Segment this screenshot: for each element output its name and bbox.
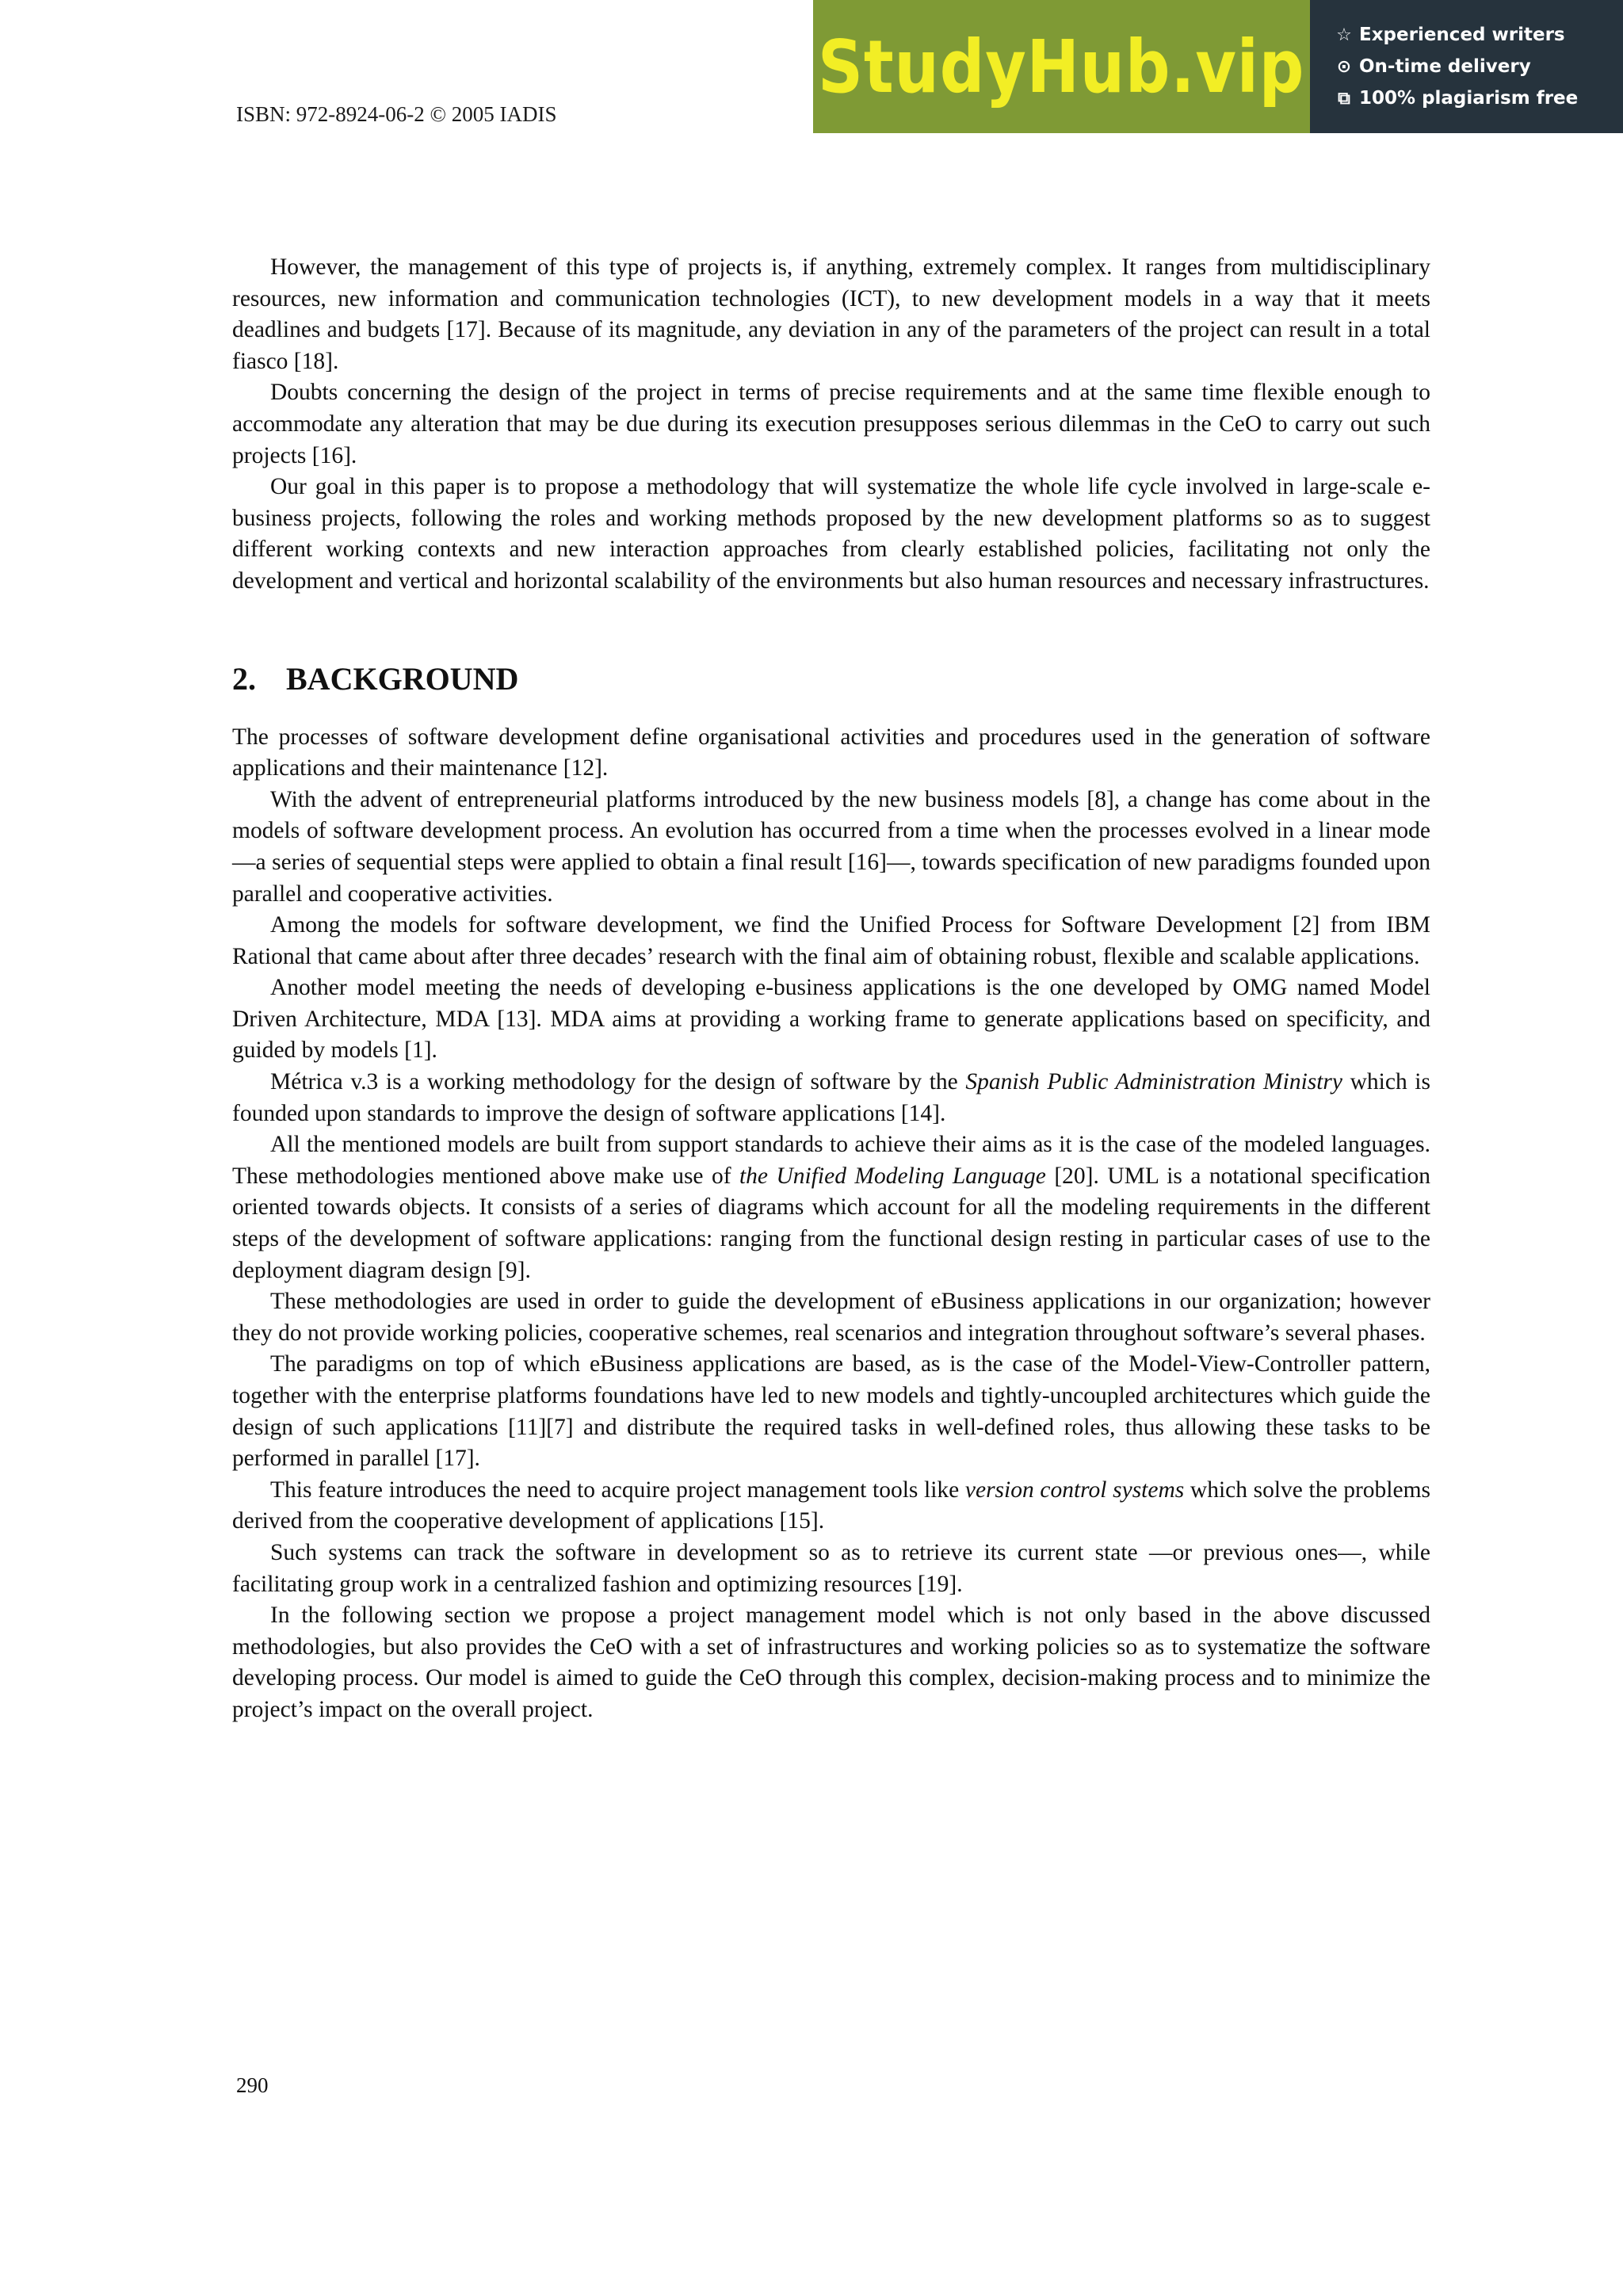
isbn-header: ISBN: 972-8924-06-2 © 2005 IADIS	[236, 102, 557, 126]
text-run: Métrica v.3 is a working methodology for the design of software by the	[270, 1069, 966, 1095]
star-icon: ☆	[1336, 25, 1352, 45]
copy-icon: ⧉	[1338, 88, 1350, 109]
feature-on-time-delivery	[1334, 51, 1623, 82]
emphasis-text: Spanish Public Administration Ministry	[965, 1069, 1343, 1095]
paragraph	[232, 1129, 1430, 1286]
feature-label: 100% plagiarism free	[1359, 88, 1579, 109]
paragraph: Our goal in this paper is to propose a methodology that will systematize the whole life cycle involved in large-scale e-business projects, following the roles and working methods proposed by the new development platforms so as to suggest different working contexts and new interaction approaches from clearly established policies, facilitating not only the development and vertical and horizontal scalability of the environments but also human resources and necessary infrastructures.	[232, 474, 1430, 594]
paragraph: Among the models for software development, we find the Unified Process for Software Development [2] from IBM Rational that came about after three decades’ research with the final aim of obtaining robust, flexible and scalable applications.	[232, 912, 1430, 969]
clock-icon: ⊙	[1336, 56, 1352, 77]
feature-plagiarism-free	[1334, 82, 1623, 114]
studyhub-logo-text: StudyHub.vip	[818, 24, 1305, 109]
feature-label: On-time delivery	[1359, 56, 1531, 77]
feature-experienced-writers	[1334, 19, 1623, 51]
text-run: which solve the problems derived from the cooperative development of applications [15].	[232, 1477, 1430, 1534]
section-number: 2.	[232, 660, 256, 697]
section-title: BACKGROUND	[286, 660, 519, 697]
studyhub-logo[interactable]	[813, 0, 1310, 133]
text-run: All the mentioned models are built from support standards to achieve their aims as it is the case of the modeled languages. These methodologies mentioned above make use of	[232, 1132, 1430, 1189]
paragraph: These methodologies are used in order to guide the development of eBusiness applications in our organization; however they do not provide working policies, cooperative schemes, real scenarios and integration throughout software’s several phases.	[232, 1289, 1430, 1346]
paragraph: The paradigms on top of which eBusiness applications are based, as is the case of the Model-View-Controller pattern, together with the enterprise platforms foundations have led to new models and tightly-uncoupled architectures which guide the design of such applications [11][7] and distribute the required tasks in well-defined roles, thus allowing these tasks to be performed in parallel [17].	[232, 1351, 1430, 1472]
text-run: which is founded upon standards to improve the design of software applications [14].	[232, 1069, 1430, 1126]
emphasis-text: version control systems	[964, 1477, 1185, 1503]
paragraph: In the following section we propose a project management model which is not only based in the above discussed methodologies, but also provides the CeO with a set of infrastructures and working policies so as to systematize the software developing process. Our model is aimed to guide the CeO through this complex, decision-making process and to minimize the project’s impact on the overall project.	[232, 1603, 1430, 1722]
banner-features	[1310, 0, 1623, 133]
text-run: This feature introduces the need to acquire project management tools like	[270, 1477, 965, 1503]
paragraph	[232, 1475, 1430, 1538]
paragraph: Doubts concerning the design of the project in terms of precise requirements and at the same time flexible enough to accommodate any alteration that may be due during its execution presupposes serious dilemmas in the CeO to carry out such projects [16].	[232, 380, 1430, 468]
paper-body	[232, 252, 1430, 1726]
page-number: 290	[236, 2073, 269, 2097]
studyhub-banner[interactable]	[813, 0, 1623, 133]
paragraph: However, the management of this type of projects is, if anything, extremely complex. It ranges from multidisciplinary resources, new information and communication technologies (ICT), to new development models in a way that it meets deadlines and budgets [17]. Because of its magnitude, any deviation in any of the parameters of the project can result in a total fiasco [18].	[232, 254, 1430, 374]
section-heading	[232, 660, 1430, 698]
feature-label: Experienced writers	[1359, 25, 1565, 45]
paragraph	[232, 1067, 1430, 1129]
emphasis-text: the Unified Modeling Language	[739, 1163, 1046, 1189]
paragraph: Such systems can track the software in development so as to retrieve its current state —or previous ones—, while facilitating group work in a centralized fashion and optimizing resources [19].	[232, 1539, 1430, 1597]
paragraph: The processes of software development define organisational activities and procedures used in the generation of software applications and their maintenance [12].	[232, 724, 1430, 781]
paragraph: With the advent of entrepreneurial platforms introduced by the new business models [8], a change has come about in the models of software development process. An evolution has occurred from a time when the processes evolved in a linear mode —a series of sequential steps were applied to obtain a final result [16]—, towards specification of new paradigms founded upon parallel and cooperative activities.	[232, 786, 1430, 907]
paragraph: Another model meeting the needs of developing e-business applications is the one developed by OMG named Model Driven Architecture, MDA [13]. MDA aims at providing a working frame to generate applications based on specificity, and guided by models [1].	[232, 975, 1430, 1064]
text-run: [20]. UML is a notational specification oriented towards objects. It consists of a series of diagrams which account for all the modeling requirements in the different steps of the development of software applications: ranging from the functional design resting in particular cases of use to the deployment diagram design [9].	[232, 1163, 1430, 1283]
